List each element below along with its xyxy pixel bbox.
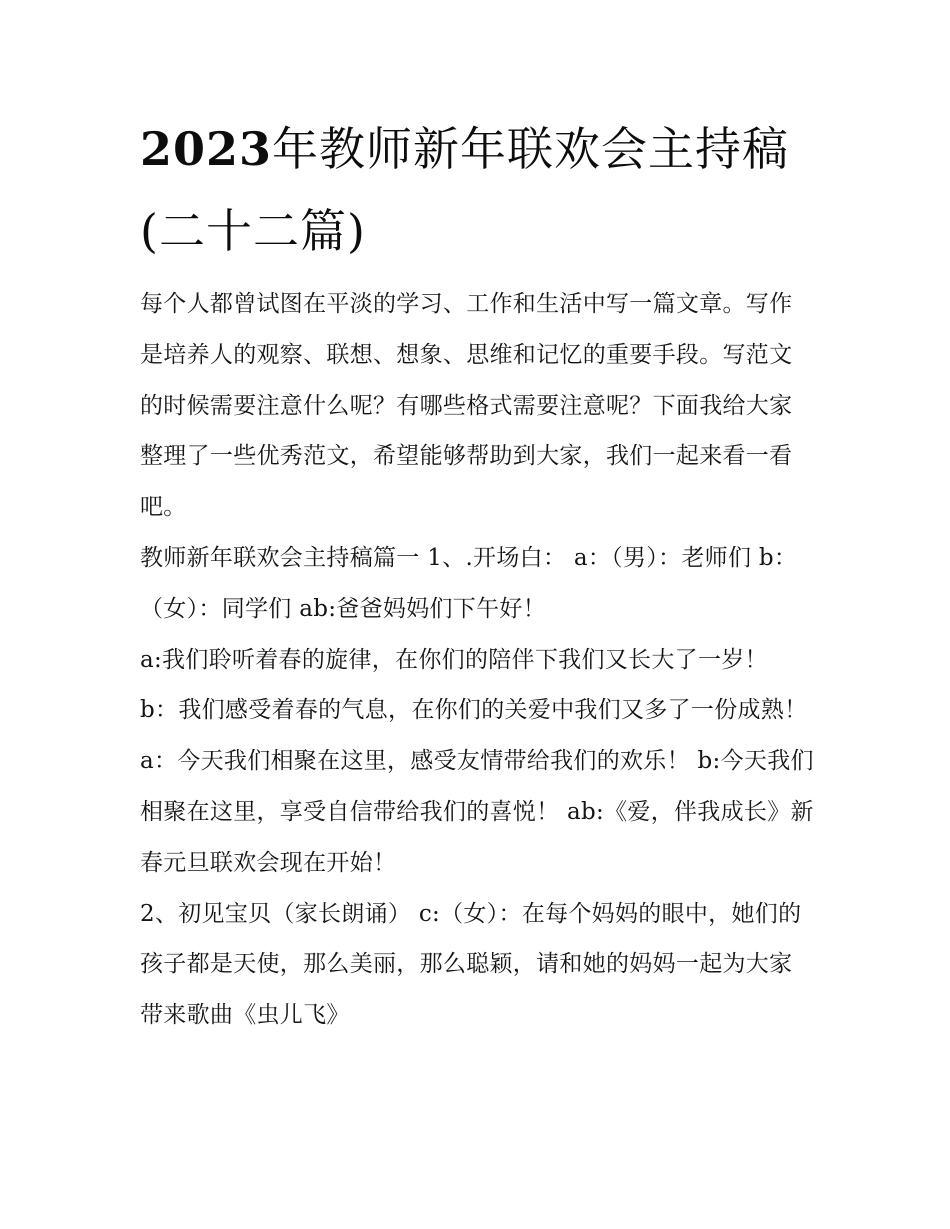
title-year: 2023	[140, 122, 273, 176]
gathering-paragraph: a：今天我们相聚在这里，感受友情带给我们的欢乐！ b:今天我们相聚在这里，享受自信带给我们的喜悦！ ab:《爱，伴我成长》新春元旦联欢会现在开始！	[140, 748, 814, 876]
document-body	[140, 279, 815, 1041]
section-2-paragraph: 2、初见宝贝（家长朗诵） c:（女）：在每个妈妈的眼中，她们的孩子都是天使，那么美丽，那么聪颖，请和她的妈妈一起为大家带来歌曲《虫儿飞》	[140, 900, 802, 1029]
title-text: 年教师新年联欢会主持稿(二十二篇)	[140, 122, 790, 258]
line-b-paragraph: b：我们感受着春的气息，在你们的关爱中我们又多了一份成熟！	[140, 697, 808, 724]
document-title	[140, 108, 820, 272]
opening-paragraph: 教师新年联欢会主持稿篇一 1、.开场白： a：（男）：老师们 b：（女）：同学们 ab:爸爸妈妈们下午好！	[140, 544, 798, 622]
intro-paragraph: 每个人都曾试图在平淡的学习、工作和生活中写一篇文章。写作是培养人的观察、联想、想象、思维和记忆的重要手段。写范文的时候需要注意什么呢？有哪些格式需要注意呢？下面我给大家整理了一些优秀范文，希望能够帮助到大家，我们一起来看一看吧。	[140, 291, 793, 521]
line-a-paragraph: a:我们聆听着春的旋律，在你们的陪伴下我们又长大了一岁！	[140, 646, 768, 673]
